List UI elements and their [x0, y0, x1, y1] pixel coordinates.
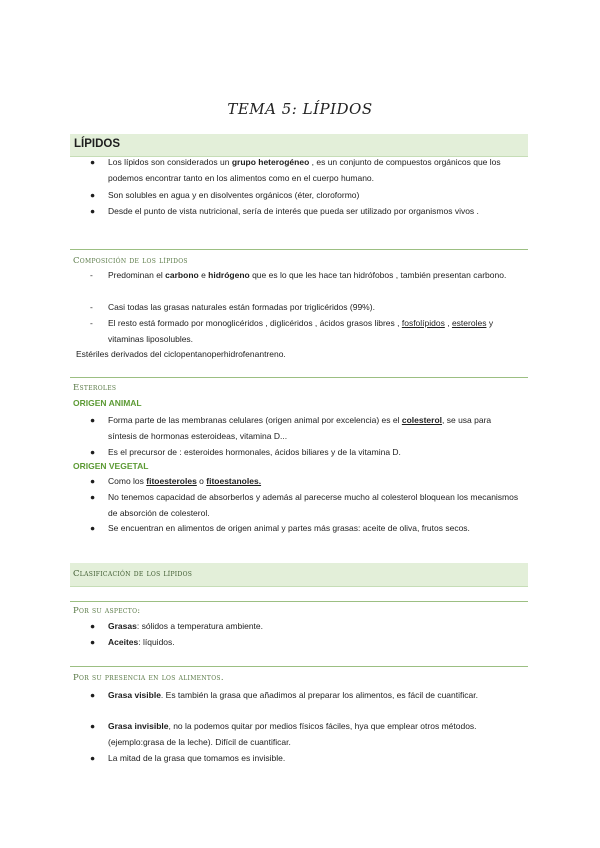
- animal-item-2: Es el precursor de : esteroides hormonales, ácidos biliares y de la vitamina D.: [108, 447, 401, 457]
- bullet-dot-icon: ●: [90, 206, 96, 216]
- lipidos-item-2: Son solubles en agua y en disolventes orgánicos (éter, cloroformo): [108, 190, 360, 200]
- bullet-dash-icon: -: [90, 318, 93, 328]
- aspecto-divider: [70, 601, 528, 602]
- origen-animal-heading: ORIGEN ANIMAL: [73, 398, 142, 408]
- aspecto-heading: Por su aspecto:: [73, 606, 141, 616]
- esteroles-divider: [70, 377, 528, 378]
- bullet-dot-icon: ●: [90, 415, 96, 425]
- bullet-dot-icon: ●: [90, 447, 96, 457]
- lipidos-item-3: Desde el punto de vista nutricional, sería de interés que pueda ser utilizado por organismos vivos .: [108, 206, 479, 216]
- bullet-dot-icon: ●: [90, 476, 96, 486]
- bullet-dot-icon: ●: [90, 637, 96, 647]
- composicion-heading: Composición de los lípidos: [73, 256, 188, 266]
- presencia-item-1: Grasa visible. Es también la grasa que añadimos al preparar los alimentos, es fácil de cuantificar.: [108, 690, 478, 700]
- page-title: TEMA 5: LÍPIDOS: [227, 100, 373, 118]
- bullet-dot-icon: ●: [90, 721, 96, 731]
- composicion-item-3: El resto está formado por monoglicéridos , diglicéridos , ácidos grasos libres , fosfolípidos , esteroles y vitaminas liposolubles.: [108, 318, 494, 344]
- bullet-dot-icon: ●: [90, 492, 96, 502]
- presencia-heading: Por su presencia en los alimentos.: [73, 673, 224, 683]
- lipidos-heading-bar: [70, 134, 528, 157]
- bullet-dot-icon: ●: [90, 190, 96, 200]
- bullet-dash-icon: -: [90, 302, 93, 312]
- presencia-item-2: Grasa invisible, no la podemos quitar por medios físicos fáciles, hya que emplear otros métodos. (ejemplo:grasa de la leche). Difícil de cuantificar.: [108, 721, 477, 747]
- origen-vegetal-heading: ORIGEN VEGETAL: [73, 461, 149, 471]
- bullet-dot-icon: ●: [90, 523, 96, 533]
- bullet-dot-icon: ●: [90, 621, 96, 631]
- vegetal-item-1: Como los fitoesteroles o fitoestanoles.: [108, 476, 262, 486]
- composicion-item-2: Casi todas las grasas naturales están formadas por triglicéridos (99%).: [108, 302, 375, 312]
- aspecto-item-1: Grasas: sólidos a temperatura ambiente.: [108, 621, 263, 631]
- presencia-item-3: La mitad de la grasa que tomamos es invisible.: [108, 753, 286, 763]
- animal-item-1: Forma parte de las membranas celulares (origen animal por excelencia) es el colesterol, se usa para síntesis de hormonas esteroideas, vitamina D...: [108, 415, 492, 441]
- vegetal-item-2: No tenemos capacidad de absorberlos y además al parecerse mucho al colesterol bloquean los mecanismos de absorción de colesterol.: [108, 492, 519, 518]
- composicion-footer: Estériles derivados del ciclopentanoperhidrofenantreno.: [76, 349, 286, 359]
- bullet-dot-icon: ●: [90, 157, 96, 167]
- bullet-dash-icon: -: [90, 270, 93, 280]
- bullet-dot-icon: ●: [90, 753, 96, 763]
- bullet-dot-icon: ●: [90, 690, 96, 700]
- lipidos-heading: LÍPIDOS: [74, 138, 121, 150]
- lipidos-item-1: Los lípidos son considerados un grupo heterogéneo , es un conjunto de compuestos orgánicos que los podemos encontrar tanto en los alimentos como en el cuerpo humano.: [108, 157, 501, 183]
- aspecto-item-2: Aceites: líquidos.: [108, 637, 175, 647]
- clasificacion-heading: Clasificación de los lípidos: [73, 569, 193, 579]
- esteroles-heading: Esteroles: [73, 383, 117, 393]
- presencia-divider: [70, 666, 528, 667]
- vegetal-item-3: Se encuentran en alimentos de origen animal y partes más grasas: aceite de oliva, frutos secos.: [108, 523, 470, 533]
- composicion-item-1: Predominan el carbono e hidrógeno que es lo que les hace tan hidrófobos , también presentan carbono.: [108, 270, 507, 280]
- composicion-divider: [70, 249, 528, 250]
